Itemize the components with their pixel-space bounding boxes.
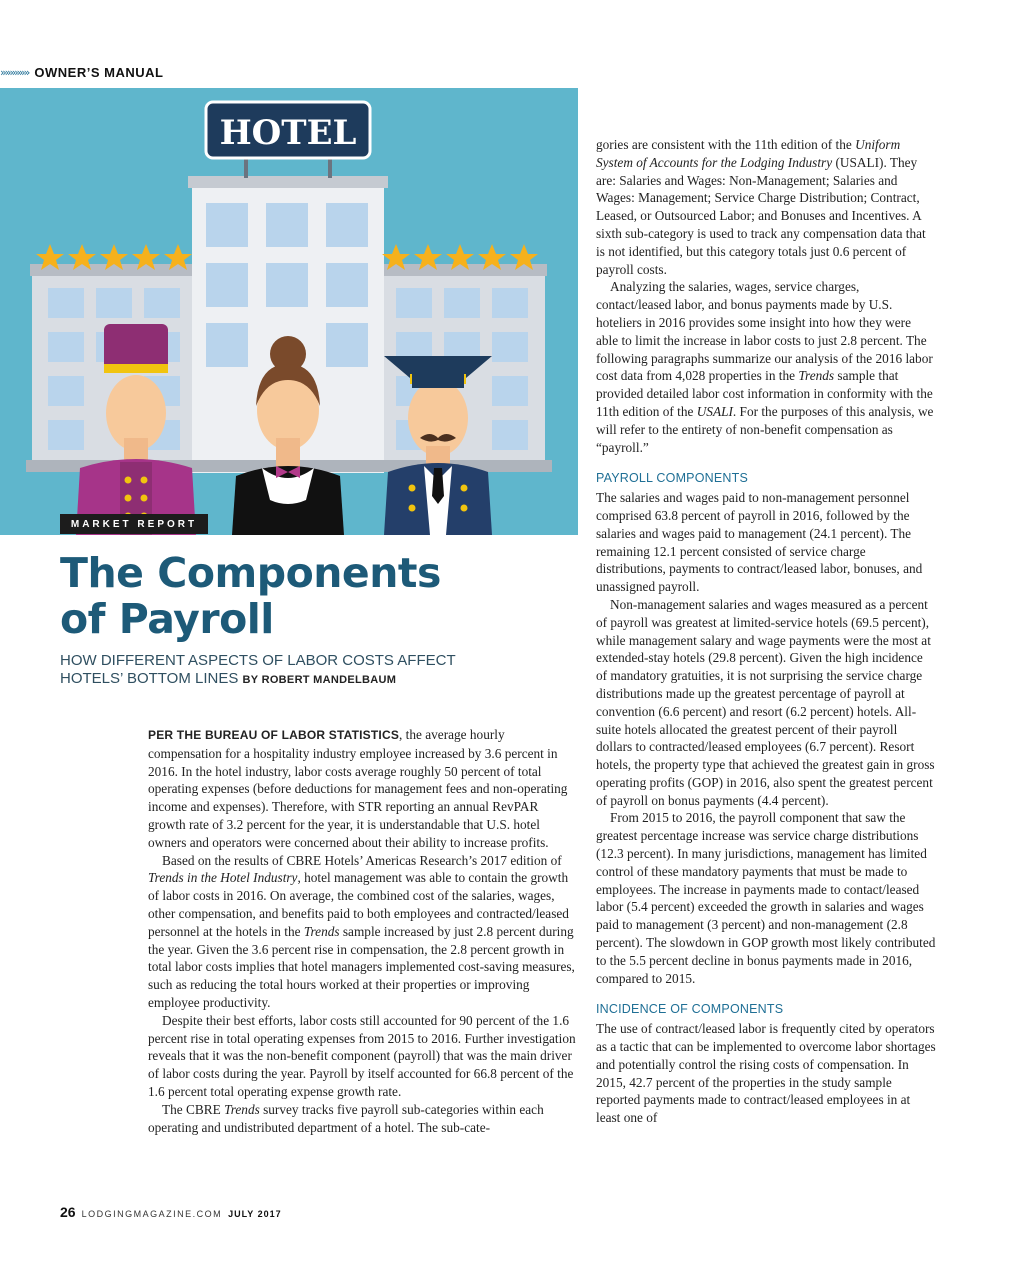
page-footer: [60, 1204, 282, 1220]
paragraph: Based on the results of CBRE Hotels’ Americas Research’s 2017 edition of Trends in the Hotel Industry, hotel management was able to contain the growth of labor costs in 2016. On average, the combined cost of the salaries, wages, other compensation, and benefits paid to both employees and contracted/leased personnel at the hotels in the Trends sample increased by just 2.8 percent during the year. Given the 3.6 percent rise in compensation, the 2.8 percent growth in total labor costs implies that hotel managers implemented cost-saving measures, such as reducing the total hours worked at their properties or improving employee productivity.: [148, 852, 575, 1010]
paragraph: Analyzing the salaries, wages, service charges, contact/leased labor, and bonus payments made by U.S. hoteliers in 2016 provides some insight into how they were able to limit the increase in labor costs to just 2.8 percent. The following paragraphs summarize our analysis of the 2016 labor cost data from 4,028 properties in the Trends sample that provided detailed labor cost information in conformity with the 11th edition of the USALI. For the purposes of this analysis, we will refer to the entirety of non-benefit compensation as “payroll.”: [596, 279, 934, 455]
paragraph: PER THE BUREAU OF LABOR STATISTICS, the average hourly compensation for a hospitality industry employee increased by 3.6 percent in 2016. In the hotel industry, labor costs average roughly 50 percent of total operating expenses (before deductions for management fees and non-operating income and expenses). Therefore, with STR reporting an annual RevPAR growth rate of 3.2 percent for the year, it is understandable that U.S. hotel owners and operators were concerned about their ability to increase profits.: [148, 727, 568, 850]
subtitle-line-2: HOTELS’ BOTTOM LINES: [60, 670, 239, 687]
article-title: [60, 550, 560, 642]
chevrons-icon: »»»»»»: [0, 65, 29, 79]
title-line-1: The Components: [60, 549, 441, 597]
paragraph: The CBRE Trends survey tracks five payroll sub-categories within each operating and undistributed department of a hotel. The sub-cate-: [148, 1101, 544, 1135]
article-subtitle: [60, 652, 560, 689]
lead-in: PER THE BUREAU OF LABOR STATISTICS: [148, 728, 400, 742]
byline: BY ROBERT MANDELBAUM: [242, 674, 397, 686]
body-column-2: [596, 136, 936, 1127]
hotel-staff-illustration: [0, 88, 578, 535]
issue-date: JULY 2017: [228, 1209, 282, 1219]
title-line-2: of Payroll: [60, 595, 274, 643]
page-number: 26: [60, 1204, 76, 1220]
hotel-sign-text: HOTEL: [219, 113, 357, 153]
subtitle-line-1: HOW DIFFERENT ASPECTS OF LABOR COSTS AFFECT: [60, 652, 456, 669]
paragraph: Despite their best efforts, labor costs still accounted for 90 percent of the 1.6 percent rise in total operating expenses from 2015 to 2016. Further investigation reveals that it was the non-benefit component (payroll) that was the main driver of labor costs during the year. Payroll by itself accounted for 66.8 percent of the 1.6 percent total operating expense growth rate.: [148, 1012, 576, 1099]
running-header: [0, 62, 163, 82]
subhead-payroll-components: PAYROLL COMPONENTS: [596, 471, 749, 486]
market-report-tag: MARKET REPORT: [60, 514, 208, 534]
subhead-incidence-of-components: INCIDENCE OF COMPONENTS: [596, 1002, 784, 1017]
site-link[interactable]: LODGINGMAGAZINE.COM: [81, 1209, 223, 1219]
paragraph: From 2015 to 2016, the payroll component that saw the greatest percentage increase was service charge distributions (12.3 percent). In many jurisdictions, management has limited control of these mandatory payments that must be made to employees. The increase in payments made to contact/leased labor (5.4 percent) exceeded the growth in salaries and wages paid to management (3 percent) and non-management (2.8 percent). The slowdown in GOP growth most likely contributed to the 5.5 percent decline in bonus payments made in 2016, compared to 2015.: [596, 810, 936, 986]
section-label: OWNER’S MANUAL: [34, 64, 164, 80]
paragraph: The salaries and wages paid to non-management personnel comprised 63.8 percent of payroll in 2016, followed by the salaries and wages paid to management (24.1 percent). The remaining 12.1 percent consisted of service charge distributions, payments to contract/leased labor, bonuses, and unassigned payroll.: [596, 490, 923, 595]
paragraph: Non-management salaries and wages measured as a percent of payroll was greatest at limited-service hotels (69.5 percent), while management salary and wage payments were the most at extended-stay hotels (29.8 percent). Given the high incidence of mandatory gratuities, it is not surprising the service charge distributions made up the greatest percentage of payroll at convention (6.6 percent) and resort (6.2 percent) hotels. All-suite hotels allocated the greatest percent of their payroll dollars to contracted/leased employees (6.7 percent). Resort hotels, the property type that achieved the greatest gain in gross operating profits (GOP) in 2016, also spent the greatest percent of payroll on bonus payments (4.4 percent).: [596, 596, 935, 808]
paragraph: gories are consistent with the 11th edition of the Uniform System of Accounts for the Lodging Industry (USALI). They are: Salaries and Wages: Non-Management; Salaries and Wages: Management; Service Charge Distribution; Contract, Leased, or Outsourced Labor; and Bonuses and Incentives. A sixth sub-category is used to track any compensation data that is not identified, but this category totals just 0.6 percent of payroll costs.: [596, 137, 926, 277]
body-column-1: [148, 726, 578, 1136]
paragraph: The use of contract/leased labor is frequently cited by operators as a tactic that can be implemented to overcome labor shortages and potentially control the rising costs of compensation. In 2015, 42.7 percent of the properties in the study sample reported payments made to contract/leased employees in at least one of: [596, 1021, 936, 1126]
